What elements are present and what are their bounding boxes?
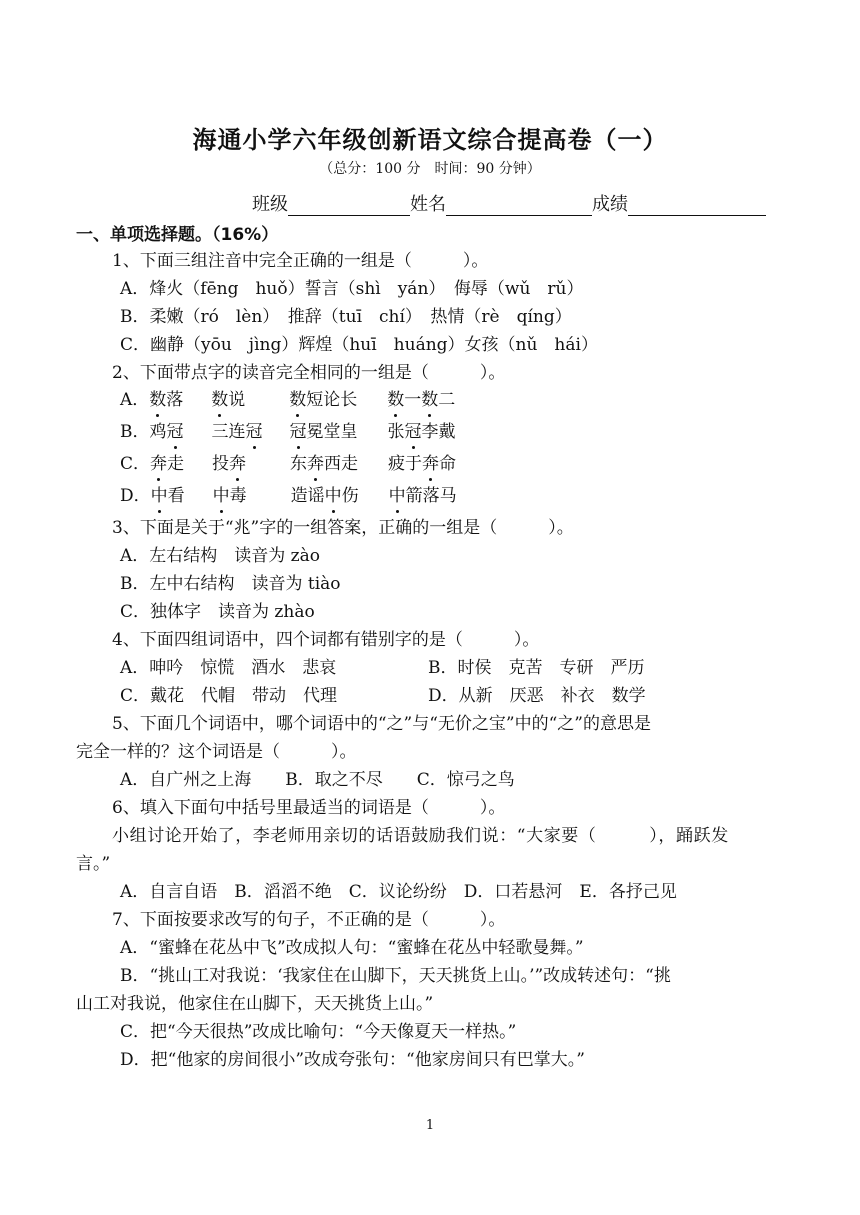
q6-passage-line-1: 小组讨论开始了，李老师用亲切的话语鼓励我们说：“大家要（ ），踊跃发: [112, 826, 729, 846]
q3-stem: 3、下面是关于“兆”字的一组答案，正确的一组是（ ）。: [112, 518, 574, 538]
class-label: 班级: [252, 194, 288, 215]
q2-c-word-2: 投奔: [212, 454, 247, 474]
option-letter: C．: [120, 454, 151, 474]
q4-option-b: B．时侯 克苦 专研 严历: [428, 658, 645, 678]
dotted-char: 冠: [289, 422, 307, 442]
q2-c-word-1: 奔走: [150, 454, 185, 474]
dotted-char: 奔: [229, 454, 247, 474]
q7-option-b-line-2: 山工对我说，他家住在山脚下，天天挑货上山。”: [76, 994, 434, 1014]
option-letter: B．: [120, 422, 150, 442]
option-letter: A．: [120, 390, 150, 410]
q2-stem: 2、下面带点字的读音完全相同的一组是（ ）。: [112, 363, 506, 383]
q1-option-c: C．幽静（yōu jìng）辉煌（huī huáng）女孩（nǔ hái）: [120, 335, 598, 355]
dotted-char: 中: [150, 486, 168, 506]
student-info-line: [252, 190, 766, 216]
q2-a-word-1: 数落: [149, 390, 184, 410]
dotted-char: 冠: [404, 422, 422, 442]
name-label: 姓名: [410, 194, 446, 215]
dotted-char: 奔: [150, 454, 168, 474]
q2-option-c: [120, 453, 456, 475]
q7-option-d: D．把“他家的房间很小”改成夸张句：“他家房间只有巴掌大。”: [120, 1050, 585, 1070]
q6-stem: 6、填入下面句中括号里最适当的词语是（ ）。: [112, 798, 506, 818]
q7-stem: 7、下面按要求改写的句子，不正确的是（ ）。: [112, 910, 506, 930]
q3-option-a: A．左右结构 读音为 zào: [120, 546, 321, 566]
q4-option-a: A．呻吟 惊慌 酒水 悲哀: [120, 658, 337, 678]
q1-option-a: A．烽火（fēng huǒ）誓言（shì yán） 侮辱（wǔ rǔ）: [120, 279, 584, 299]
q5-stem-line-1: 5、下面几个词语中，哪个词语中的“之”与“无价之宝”中的“之”的意思是: [112, 714, 651, 734]
score-blank[interactable]: [628, 195, 766, 216]
q2-b-word-4: 张冠李戴: [387, 422, 456, 442]
q3-option-b: B．左中右结构 读音为 tiào: [120, 574, 341, 594]
dotted-char: 数: [421, 390, 439, 410]
q2-d-word-1: 中看: [150, 486, 185, 506]
q2-c-word-3: 东奔西走: [290, 454, 359, 474]
section-title-single-choice: 一、单项选择题。（16%）: [76, 225, 279, 245]
q2-d-word-4: 中箭落马: [388, 486, 457, 506]
dotted-char: 冠: [245, 422, 263, 442]
q2-d-word-2: 中毒: [212, 486, 247, 506]
q6-options: A．自言自语 B．滔滔不绝 C．议论纷纷 D．口若悬河 E．各抒己见: [120, 882, 677, 902]
q2-d-word-3: 造谣中伤: [290, 486, 359, 506]
q5-options: A．自广州之上海 B．取之不尽 C．惊弓之鸟: [120, 770, 515, 790]
score-label: 成绩: [592, 194, 628, 215]
q4-stem: 4、下面四组词语中，四个词都有错别字的是（ ）。: [112, 630, 540, 650]
dotted-char: 奔: [422, 454, 440, 474]
q6-passage-line-2: 言。”: [76, 854, 111, 874]
q7-option-c: C．把“今天很热”改成比喻句：“今天像夏天一样热。”: [120, 1022, 517, 1042]
dotted-char: 奔: [307, 454, 325, 474]
q2-b-word-3: 冠冕堂皇: [289, 422, 358, 442]
q4-option-c: C．戴花 代帽 带动 代理: [120, 686, 338, 706]
q7-option-a: A．“蜜蜂在花丛中飞”改成拟人句：“蜜蜂在花丛中轻歌曼舞。”: [120, 938, 584, 958]
page-number: 1: [425, 1118, 435, 1133]
q2-option-a: [120, 389, 455, 411]
dotted-char: 数: [387, 390, 405, 410]
q7-option-b-line-1: B．“挑山工对我说：‘我家住在山脚下，天天挑货上山。’”改成转述句：“挑: [120, 966, 671, 986]
option-letter: D．: [120, 486, 151, 506]
q2-b-word-2: 三连冠: [211, 422, 263, 442]
q4-option-d: D．从新 厌恶 补衣 数学: [428, 686, 646, 706]
dotted-char: 数: [289, 390, 307, 410]
q2-option-d: [120, 485, 457, 507]
q2-a-word-4: 数一数二: [387, 390, 456, 410]
q1-stem: 1、下面三组注音中完全正确的一组是（ ）。: [112, 251, 489, 271]
dotted-char: 中: [388, 486, 406, 506]
dotted-char: 冠: [166, 422, 184, 442]
q2-option-b: [120, 421, 456, 443]
q2-a-word-3: 数短论长: [289, 390, 358, 410]
exam-subtitle: （总分：100 分 时间：90 分钟）: [319, 161, 541, 177]
q3-option-c: C．独体字 读音为 zhào: [120, 602, 315, 622]
dotted-char: 数: [211, 390, 229, 410]
q2-b-word-1: 鸡冠: [149, 422, 184, 442]
q2-a-word-2: 数说: [211, 390, 246, 410]
name-blank[interactable]: [446, 195, 592, 216]
dotted-char: 中: [324, 486, 342, 506]
exam-title: 海通小学六年级创新语文综合提高卷（一）: [192, 126, 668, 154]
q2-c-word-4: 疲于奔命: [388, 454, 457, 474]
q1-option-b: B．柔嫩（ró lèn） 推辞（tuī chí） 热情（rè qíng）: [120, 307, 572, 327]
dotted-char: 中: [212, 486, 230, 506]
dotted-char: 数: [149, 390, 167, 410]
q5-stem-line-2: 完全一样的？这个词语是（ ）。: [76, 742, 357, 762]
class-blank[interactable]: [288, 195, 410, 216]
